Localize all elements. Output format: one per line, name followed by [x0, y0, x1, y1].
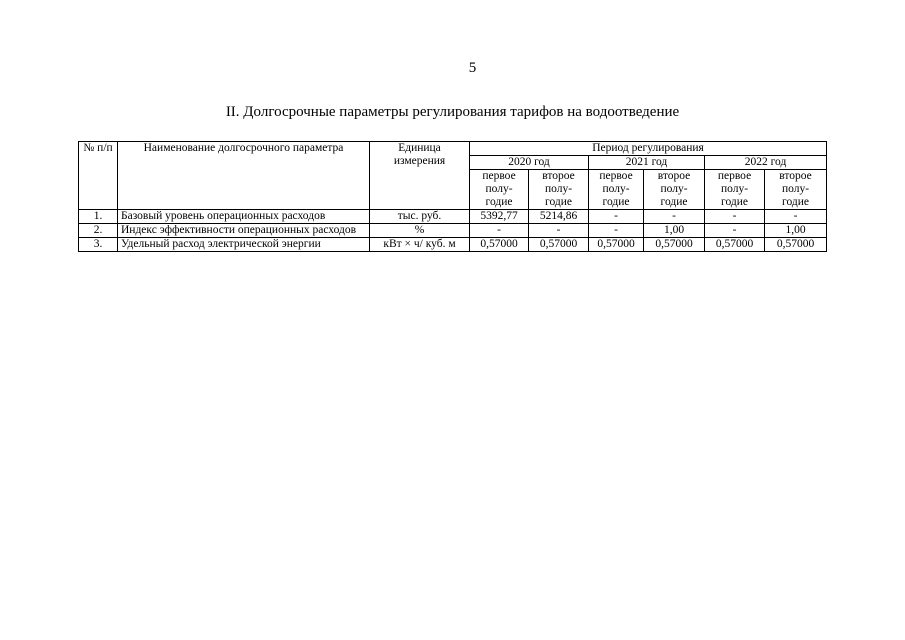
row-name: Индекс эффективности операционных расходов — [118, 224, 370, 238]
row-value: - — [644, 210, 705, 224]
header-half-first: первое полу- годие — [589, 170, 644, 210]
header-year-2022: 2022 год — [705, 156, 827, 170]
header-year-2021: 2021 год — [589, 156, 705, 170]
header-num: № п/п — [79, 142, 118, 210]
row-value: 0,57000 — [705, 238, 765, 252]
parameters-table — [78, 141, 827, 252]
header-year-2020: 2020 год — [470, 156, 589, 170]
row-value: 0,57000 — [470, 238, 529, 252]
table-row — [79, 224, 827, 238]
table-header-row — [79, 142, 827, 156]
row-value: - — [705, 210, 765, 224]
row-value: 5392,77 — [470, 210, 529, 224]
row-value: 0,57000 — [589, 238, 644, 252]
row-name: Базовый уровень операционных расходов — [118, 210, 370, 224]
table-row — [79, 238, 827, 252]
header-half-second: второе полу- годие — [644, 170, 705, 210]
row-num: 2. — [79, 224, 118, 238]
row-value: - — [529, 224, 589, 238]
row-num: 1. — [79, 210, 118, 224]
row-value: - — [705, 224, 765, 238]
header-half-second: второе полу- годие — [529, 170, 589, 210]
row-value: - — [765, 210, 827, 224]
row-unit: кВт × ч/ куб. м — [370, 238, 470, 252]
row-value: 5214,86 — [529, 210, 589, 224]
row-num: 3. — [79, 238, 118, 252]
row-value: - — [589, 224, 644, 238]
header-unit: Единица измерения — [370, 142, 470, 210]
section-title: II. Долгосрочные параметры регулирования тарифов на водоотведение — [225, 104, 680, 120]
row-name: Удельный расход электрической энергии — [118, 238, 370, 252]
table-row — [79, 210, 827, 224]
row-value: 0,57000 — [765, 238, 827, 252]
row-value: 0,57000 — [644, 238, 705, 252]
header-name: Наименование долгосрочного параметра — [118, 142, 370, 210]
header-half-first: первое полу- годие — [705, 170, 765, 210]
row-unit: тыс. руб. — [370, 210, 470, 224]
row-value: 1,00 — [644, 224, 705, 238]
row-value: 1,00 — [765, 224, 827, 238]
page-number: 5 — [468, 60, 477, 76]
header-half-first: первое полу- годие — [470, 170, 529, 210]
row-unit: % — [370, 224, 470, 238]
row-value: - — [589, 210, 644, 224]
row-value: - — [470, 224, 529, 238]
header-period: Период регулирования — [470, 142, 827, 156]
header-half-second: второе полу- годие — [765, 170, 827, 210]
row-value: 0,57000 — [529, 238, 589, 252]
